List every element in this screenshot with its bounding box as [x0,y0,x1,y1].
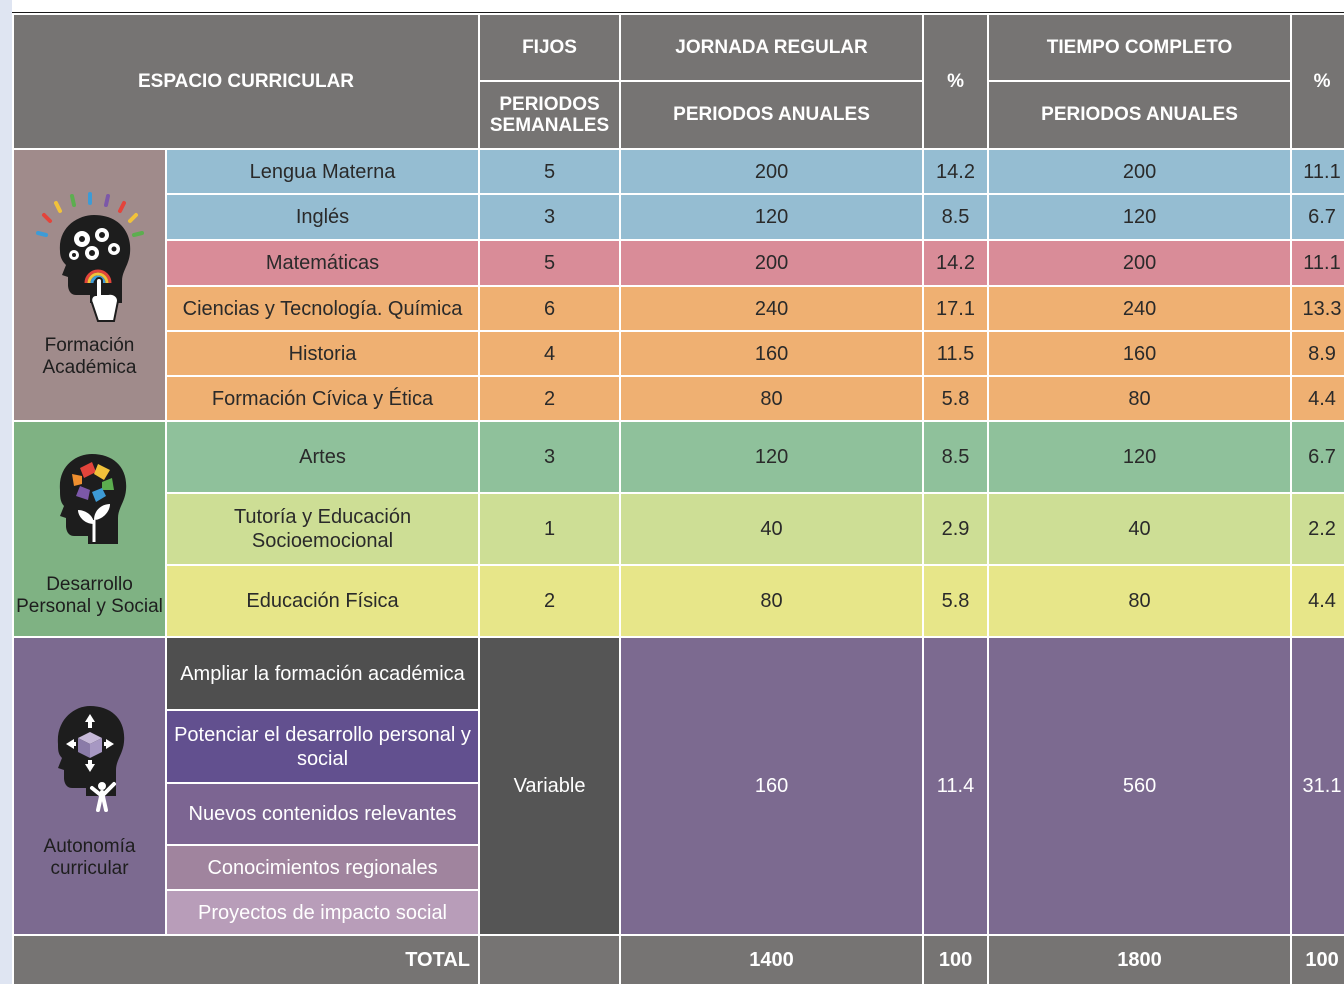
table-row [13,286,1344,331]
jr-pct-cell: 17.1 [923,286,988,331]
subject-cell: Educación Física [166,565,479,637]
jr-pct-cell: 5.8 [923,565,988,637]
table-row [13,421,1344,493]
subject-cell: Inglés [166,194,479,240]
weekly-cell: 5 [479,149,620,194]
tc-cell: 80 [988,376,1291,421]
jr-cell: 40 [620,493,923,565]
autonomia-item: Nuevos contenidos relevantes [166,783,479,845]
tc-cell: 200 [988,149,1291,194]
jr-cell: 120 [620,421,923,493]
header-pct-jornada: % [923,14,988,149]
weekly-cell: 2 [479,376,620,421]
jr-cell: 240 [620,286,923,331]
jr-pct-cell: 2.9 [923,493,988,565]
header-fijos: FIJOS [479,14,620,81]
subject-cell: Matemáticas [166,240,479,286]
tc-pct-cell: 2.2 [1291,493,1344,565]
group-label-autonomia: Autonomía curricular [43,836,136,879]
jr-cell: 200 [620,240,923,286]
tc-pct-cell: 8.9 [1291,331,1344,376]
autonomia-jr-cell: 160 [620,637,923,935]
jr-cell: 80 [620,565,923,637]
group-label-desarrollo: Desarrollo Personal y Social [16,574,163,617]
header-pct-tiempo: % [1291,14,1344,149]
tc-cell: 120 [988,421,1291,493]
weekly-cell: 6 [479,286,620,331]
total-tc-cell: 1800 [988,935,1291,985]
total-weekly-cell [479,935,620,985]
autonomia-tc-cell: 560 [988,637,1291,935]
jr-cell: 120 [620,194,923,240]
jr-pct-cell: 8.5 [923,421,988,493]
subject-cell: Lengua Materna [166,149,479,194]
group-formacion-academica [13,149,166,421]
group-label-academica: Formación Académica [42,335,137,378]
autonomia-item: Ampliar la formación académica [166,637,479,710]
hands-plant-icon [40,440,140,570]
autonomia-weekly-cell: Variable [479,637,620,935]
tc-pct-cell: 11.1 [1291,149,1344,194]
jr-pct-cell: 8.5 [923,194,988,240]
group-autonomia-curricular [13,637,166,935]
subject-cell: Ciencias y Tecnología. Química [166,286,479,331]
subject-cell: Tutoría y Educación Socioemocional [166,493,479,565]
tc-pct-cell: 6.7 [1291,421,1344,493]
brain-gears-icon [30,191,150,331]
tc-cell: 40 [988,493,1291,565]
tc-pct-cell: 6.7 [1291,194,1344,240]
autonomia-item: Conocimientos regionales [166,845,479,890]
weekly-cell: 3 [479,421,620,493]
jr-cell: 160 [620,331,923,376]
tc-cell: 120 [988,194,1291,240]
header-tiempo-completo: TIEMPO COMPLETO [988,14,1291,81]
autonomia-item: Proyectos de impacto social [166,890,479,935]
tc-pct-cell: 11.1 [1291,240,1344,286]
jr-cell: 200 [620,149,923,194]
jr-pct-cell: 5.8 [923,376,988,421]
tc-pct-cell: 4.4 [1291,376,1344,421]
tc-cell: 160 [988,331,1291,376]
header-periodos-anuales-jr: PERIODOS ANUALES [620,81,923,149]
tc-cell: 200 [988,240,1291,286]
weekly-cell: 3 [479,194,620,240]
jr-pct-cell: 14.2 [923,240,988,286]
weekly-cell: 2 [479,565,620,637]
header-espacio-curricular: ESPACIO CURRICULAR [13,14,479,149]
autonomia-item: Potenciar el desarrollo personal y social [166,710,479,783]
tc-cell: 80 [988,565,1291,637]
header-periodos-anuales-tc: PERIODOS ANUALES [988,81,1291,149]
weekly-cell: 1 [479,493,620,565]
table-row [13,637,1344,710]
table-row [13,376,1344,421]
total-jr-pct-cell: 100 [923,935,988,985]
subject-cell: Artes [166,421,479,493]
total-label: TOTAL [13,935,479,985]
header-periodos-semanales: PERIODOS SEMANALES [479,81,620,149]
curriculum-table [12,13,1344,986]
jr-pct-cell: 11.5 [923,331,988,376]
tc-pct-cell: 4.4 [1291,565,1344,637]
total-tc-pct-cell: 100 [1291,935,1344,985]
table-row [13,194,1344,240]
subject-cell: Formación Cívica y Ética [166,376,479,421]
group-desarrollo-personal [13,421,166,637]
jr-cell: 80 [620,376,923,421]
page-margin-strip [0,0,12,984]
weekly-cell: 4 [479,331,620,376]
tc-cell: 240 [988,286,1291,331]
header-jornada-regular: JORNADA REGULAR [620,14,923,81]
table-row [13,240,1344,286]
table-row [13,331,1344,376]
autonomia-tc-pct-cell: 31.1 [1291,637,1344,935]
subject-cell: Historia [166,331,479,376]
total-row [13,935,1344,985]
weekly-cell: 5 [479,240,620,286]
total-jr-cell: 1400 [620,935,923,985]
table-row [13,149,1344,194]
table-row [13,493,1344,565]
table-row [13,565,1344,637]
autonomia-jr-pct-cell: 11.4 [923,637,988,935]
tc-pct-cell: 13.3 [1291,286,1344,331]
cube-arrows-icon [40,692,140,832]
jr-pct-cell: 14.2 [923,149,988,194]
